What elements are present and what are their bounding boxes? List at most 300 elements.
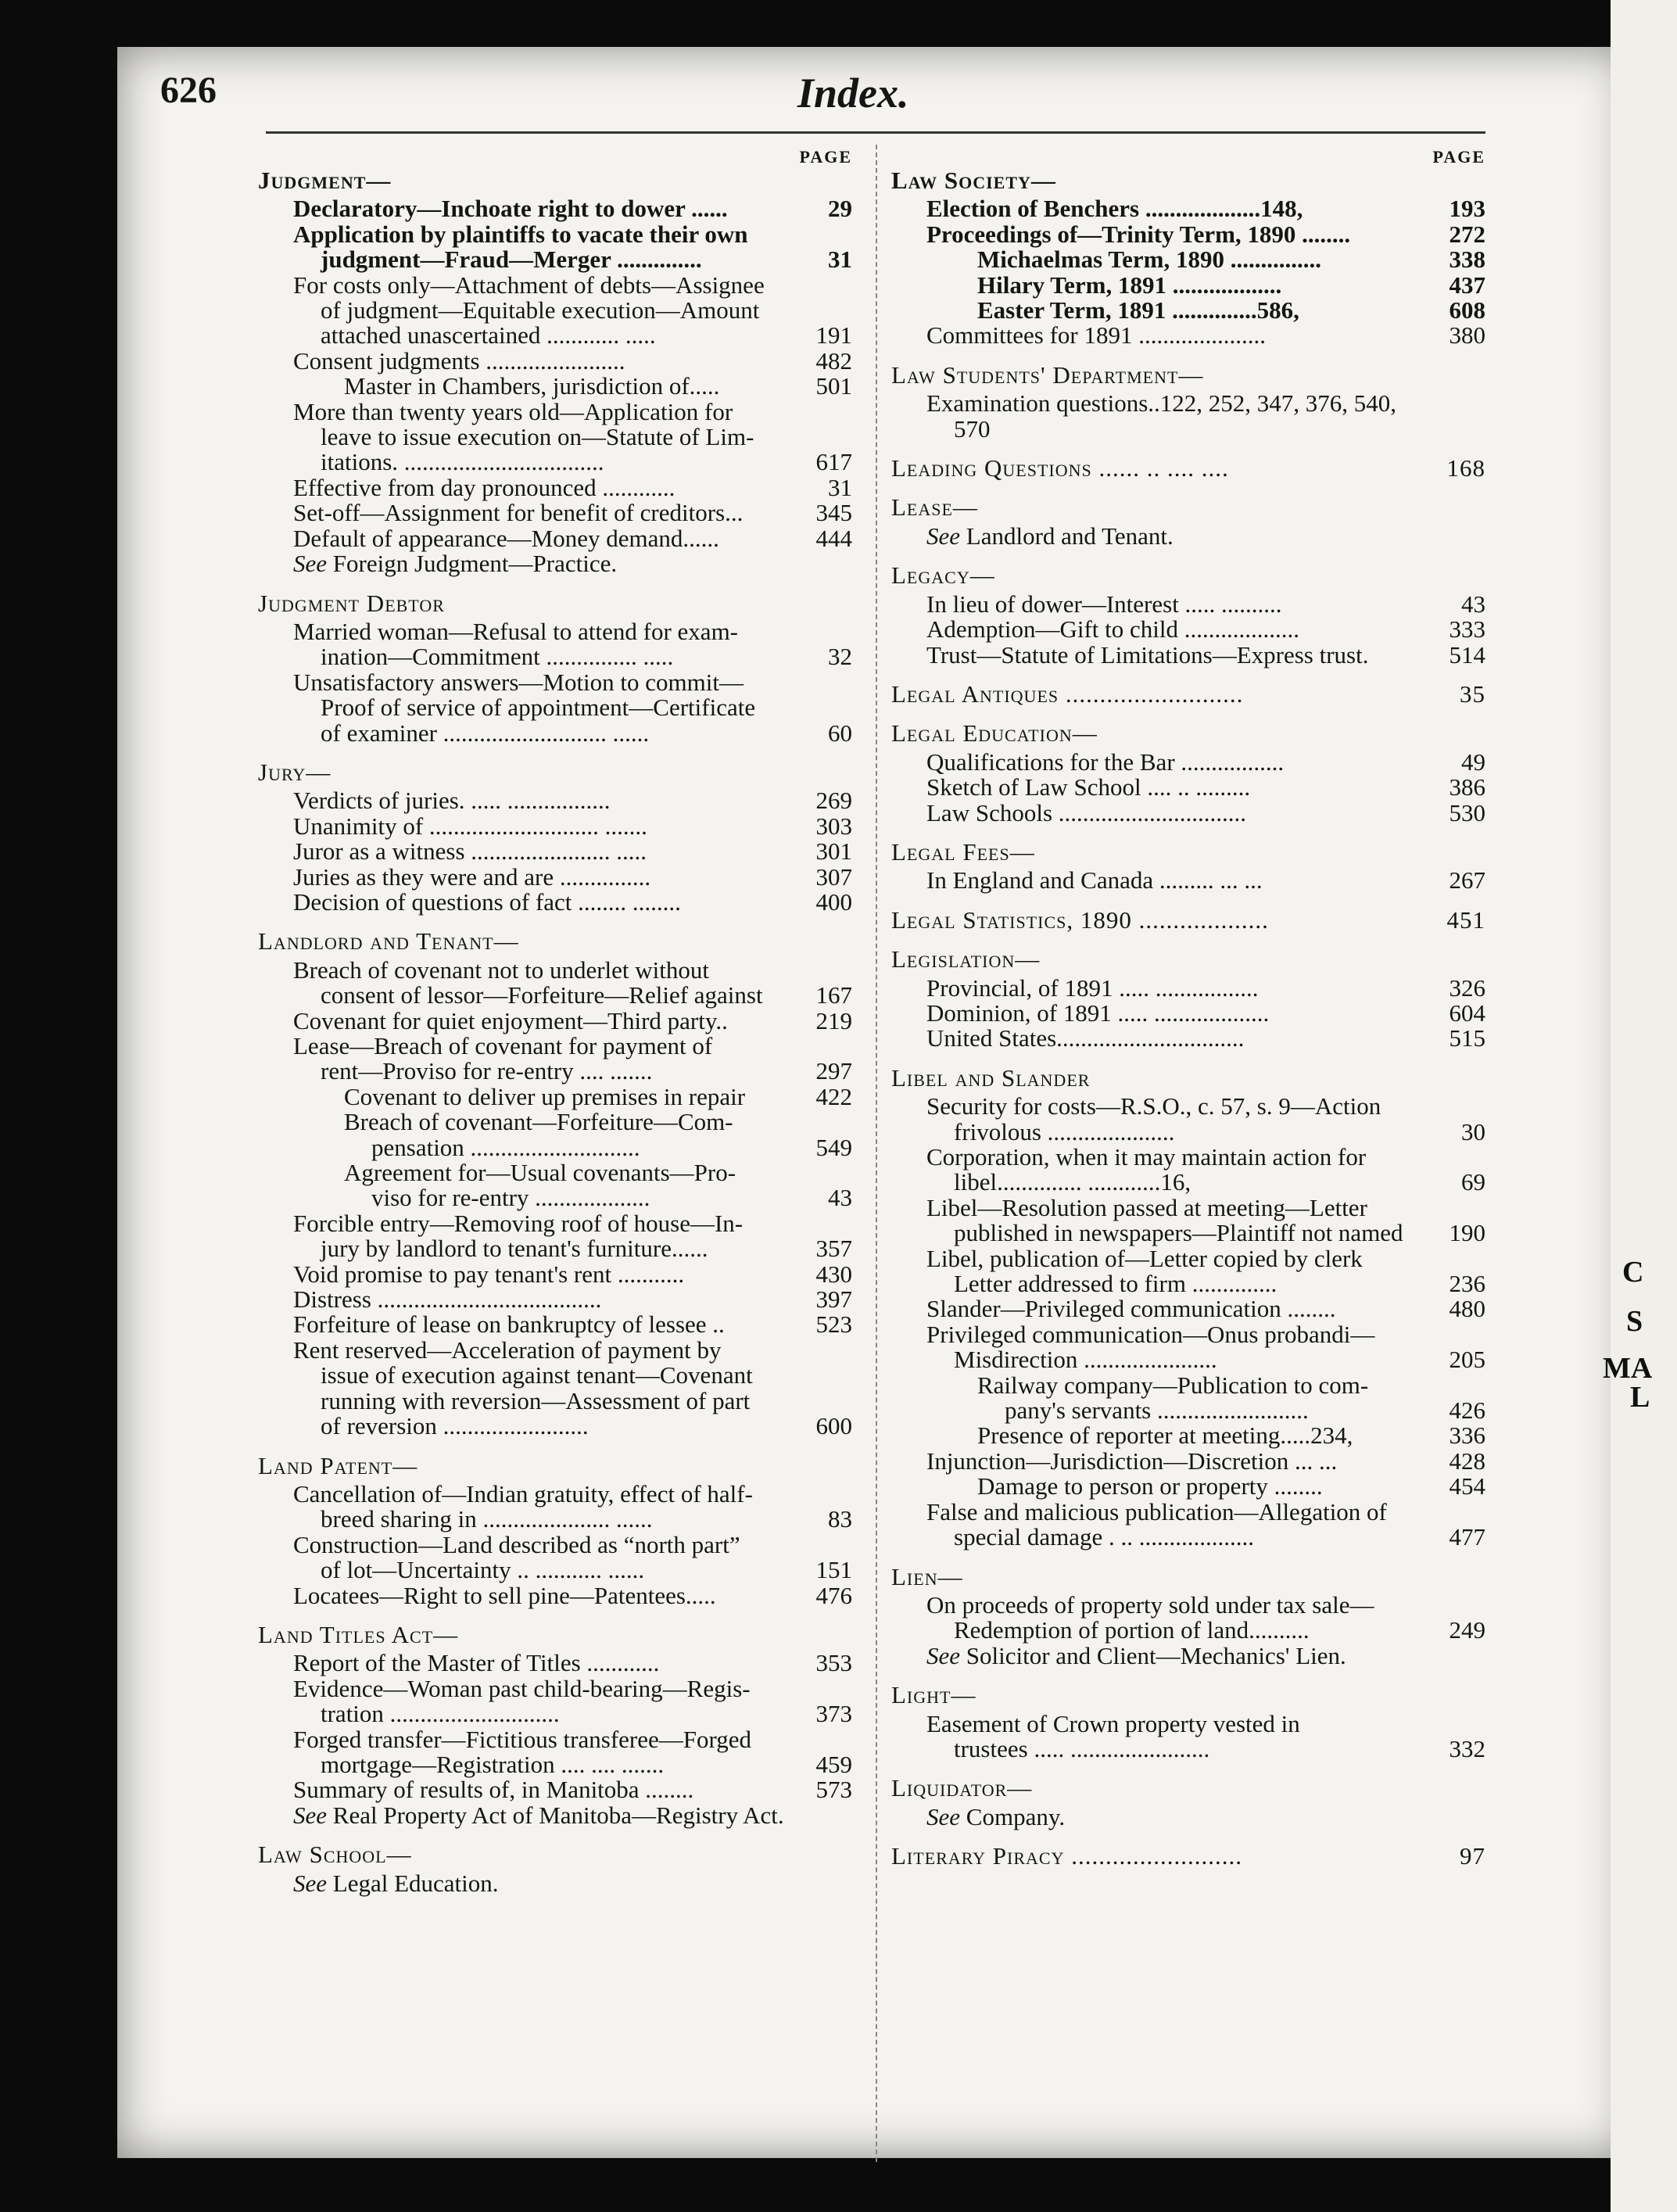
entry-text — [977, 298, 1431, 323]
index-entry — [891, 1590, 1485, 1644]
entry-line: Verdicts of juries. ..... ................. — [293, 787, 611, 815]
index-entry — [258, 475, 852, 500]
entry-line: Set-off—Assignment for benefit of creditors... — [293, 499, 744, 527]
index-entry — [891, 998, 1485, 1027]
index-entry — [258, 788, 852, 813]
page-ref: 332 — [1449, 1734, 1485, 1762]
index-entry — [258, 1110, 852, 1160]
entry-line: trustees ..... ....................... — [954, 1734, 1210, 1762]
see-reference — [891, 1802, 1485, 1830]
index-entry — [891, 1296, 1485, 1321]
entry-line: Easement of Crown property vested in — [926, 1709, 1300, 1737]
index-heading: Judgment Debtor — [258, 589, 445, 617]
entry-line: Breach of covenant—Forfeiture—Com- — [344, 1108, 733, 1136]
entry-text — [293, 814, 797, 839]
entry-line: ination—Commitment ............... ..... — [321, 643, 674, 671]
index-heading: Law Students' Department— — [891, 360, 1204, 389]
entry-line: Sketch of Law School .... .. ......... — [926, 773, 1251, 801]
entry-line: On proceeds of property sold under tax sale— — [926, 1590, 1374, 1619]
entry-text — [293, 887, 797, 916]
entry-line: Juries as they were and are ............... — [293, 862, 651, 891]
entry-line: Injunction—Jurisdiction—Discretion ... ... — [926, 1447, 1338, 1475]
index-heading — [891, 456, 1485, 481]
entry-line: Presence of reporter at meeting.....234, — [977, 1421, 1353, 1450]
entry-line: libel.............. ............16, — [954, 1168, 1191, 1196]
entry-line: More than twenty years old—Application for — [293, 397, 733, 425]
page-ref: 333 — [1449, 615, 1485, 644]
entry-line: Libel—Resolution passed at meeting—Letter — [926, 1193, 1367, 1221]
page-ref: 600 — [815, 1412, 852, 1440]
page-ref: 60 — [828, 719, 852, 747]
entry-text — [344, 1084, 797, 1110]
entry-line: of reversion ........................ — [321, 1412, 589, 1440]
entry-text — [926, 222, 1431, 247]
entry-line: special damage . .. ................... — [954, 1523, 1254, 1551]
index-entry — [891, 1474, 1485, 1499]
entry-text — [926, 973, 1431, 1002]
index-heading: Judgment— — [258, 167, 392, 194]
entry-line: Forged transfer—Fictitious transferee—Forged — [293, 1725, 752, 1753]
entry-line: Railway company—Publication to com- — [977, 1371, 1369, 1399]
entry-text — [293, 1530, 797, 1584]
entry-line: Privileged communication—Onus probandi— — [926, 1320, 1375, 1348]
entry-line: In lieu of dower—Interest ..... .......... — [926, 590, 1282, 618]
page-title: Index. — [797, 70, 909, 117]
entry-line: tration ............................ — [321, 1700, 560, 1728]
index-entry — [891, 196, 1485, 221]
index-entry — [891, 1193, 1485, 1247]
page-ref: 190 — [1449, 1219, 1485, 1247]
page-ref: 30 — [1461, 1117, 1485, 1145]
index-entry — [891, 798, 1485, 826]
entry-text — [293, 1034, 797, 1084]
index-heading: Law Society— — [891, 167, 1056, 194]
index-entry — [258, 1211, 852, 1262]
page-ref: 454 — [1449, 1472, 1485, 1500]
entry-text — [293, 526, 797, 551]
index-heading: Legal Fees— — [891, 837, 1035, 866]
left-column — [258, 145, 852, 1896]
entry-line: Trust—Statute of Limitations—Express trust. — [926, 640, 1369, 669]
entry-line: frivolous ..................... — [954, 1117, 1175, 1145]
entry-line: Void promise to pay tenant's rent ........... — [293, 1260, 685, 1288]
index-heading: Lease— — [891, 493, 978, 522]
entry-line: Michaelmas Term, 1890 ............... — [977, 246, 1321, 274]
entry-line: Letter addressed to firm .............. — [954, 1270, 1277, 1298]
index-heading-text: Legal Statistics, 1890 ................... — [891, 905, 1269, 934]
index-heading: Libel and Slander — [891, 1063, 1091, 1092]
page-ref: 426 — [1449, 1396, 1485, 1425]
entry-line: Easter Term, 1891 ..............586, — [977, 296, 1299, 324]
entry-line: published in newspapers—Plaintiff not named — [954, 1219, 1403, 1247]
entry-text — [926, 617, 1431, 642]
index-entry — [258, 862, 852, 891]
see-reference — [258, 1803, 852, 1828]
index-entry — [258, 1262, 852, 1287]
index-entry — [891, 391, 1485, 442]
index-entry — [891, 1497, 1485, 1551]
entry-line: Agreement for—Usual covenants—Pro- — [344, 1159, 736, 1187]
index-entry — [258, 1006, 852, 1034]
entry-line: Married woman—Refusal to attend for exam- — [293, 617, 739, 645]
entry-text — [293, 1312, 797, 1337]
page-ref: 380 — [1449, 321, 1485, 350]
margin-letter: L — [1630, 1381, 1650, 1414]
entry-text — [293, 196, 797, 221]
entry-text — [926, 1709, 1431, 1762]
entry-line: For costs only—Attachment of debts—Assignee — [293, 271, 765, 299]
entry-text — [926, 998, 1431, 1027]
entry-text — [977, 1423, 1431, 1448]
entry-line: In England and Canada ......... ... ... — [926, 866, 1263, 894]
entry-line: Decision of questions of fact ........ ........ — [293, 887, 681, 916]
entry-text — [293, 346, 797, 375]
entry-line: viso for re-entry ................... — [371, 1184, 650, 1212]
index-entry — [258, 1530, 852, 1584]
entry-line: of examiner ........................... ...... — [321, 719, 650, 747]
page-ref: 501 — [815, 372, 852, 400]
index-entry — [891, 1145, 1485, 1196]
see-word: See — [926, 1641, 961, 1669]
index-entry — [891, 775, 1485, 800]
index-entry — [891, 1094, 1485, 1145]
page-ref: 514 — [1449, 640, 1485, 669]
page-ref: 219 — [815, 1006, 852, 1034]
page-column-label: PAGE — [1432, 147, 1485, 167]
index-entry — [891, 640, 1485, 669]
entry-line: Rent reserved—Acceleration of payment by — [293, 1335, 722, 1364]
page-ref: 97 — [1460, 1842, 1485, 1870]
index-entry — [258, 1479, 852, 1533]
entry-line: Effective from day pronounced ............ — [293, 473, 675, 501]
page-ref: 236 — [1449, 1270, 1485, 1298]
page-ref: 297 — [815, 1057, 852, 1085]
entry-line: Breach of covenant not to underlet without — [293, 955, 710, 984]
entry-line: Application by plaintiffs to vacate their own — [293, 220, 748, 248]
entry-text — [926, 1145, 1431, 1196]
entry-line: Master in Chambers, jurisdiction of..... — [344, 372, 720, 400]
entry-line: itations. ................................. — [321, 448, 604, 476]
index-entry — [891, 222, 1485, 247]
see-word: See — [293, 1801, 328, 1829]
entry-line: running with reversion—Assessment of part — [321, 1386, 751, 1414]
page-ref: 549 — [815, 1133, 852, 1161]
page-ref: 151 — [815, 1556, 852, 1584]
page-ref: 301 — [815, 837, 852, 866]
entry-text — [344, 374, 797, 399]
page-ref: 345 — [815, 499, 852, 527]
entry-text — [926, 775, 1431, 800]
index-heading: Lien— — [891, 1562, 963, 1590]
entry-line: mortgage—Registration .... .... ....... — [321, 1750, 665, 1778]
index-heading: Law School— — [258, 1841, 412, 1869]
entry-line: 570 — [954, 414, 991, 443]
entry-text — [926, 592, 1431, 617]
entry-text — [926, 640, 1431, 669]
entry-line: Lease—Breach of covenant for payment of — [293, 1032, 713, 1059]
page-ref: 43 — [828, 1184, 852, 1212]
see-word: See — [926, 1802, 961, 1830]
entry-line: Report of the Master of Titles ............ — [293, 1649, 660, 1677]
entry-text — [293, 500, 797, 525]
index-entry — [891, 1449, 1485, 1474]
entry-line: Misdirection ...................... — [954, 1346, 1217, 1374]
entry-line: Default of appearance—Money demand...... — [293, 524, 719, 552]
entry-line: of lot—Uncertainty .. ........... ...... — [321, 1556, 645, 1584]
page-ref: 49 — [1461, 747, 1485, 776]
entry-line: Consent judgments ....................... — [293, 346, 625, 375]
entry-text — [926, 868, 1431, 893]
index-entry — [891, 617, 1485, 642]
index-entry — [258, 346, 852, 375]
entry-line: Declaratory—Inchoate right to dower ...... — [293, 195, 728, 223]
page-ref: 35 — [1460, 679, 1485, 708]
entry-line: Election of Benchers ...................148, — [926, 195, 1303, 223]
entry-text — [977, 1474, 1431, 1499]
entry-line: issue of execution against tenant—Covenant — [321, 1361, 753, 1389]
index-entry — [891, 1423, 1485, 1448]
page-ref: 608 — [1449, 296, 1485, 324]
adjacent-page-edge — [1611, 0, 1677, 2212]
page-ref: 604 — [1449, 998, 1485, 1027]
see-reference — [891, 1641, 1485, 1669]
index-entry — [891, 1709, 1485, 1762]
entry-text — [293, 1211, 797, 1262]
index-heading-text: Leading Questions ...... .. .... .... — [891, 454, 1229, 482]
entry-line: Dominion, of 1891 ..... ................... — [926, 998, 1270, 1027]
index-entry — [258, 839, 852, 864]
margin-letter: C — [1622, 1256, 1644, 1289]
entry-line: pensation ............................ — [371, 1133, 640, 1161]
index-heading-text: Legal Antiques .......................... — [891, 679, 1244, 708]
page-ref: 29 — [828, 195, 852, 223]
page-ref: 530 — [1449, 798, 1485, 826]
entry-line: breed sharing in ..................... ...... — [321, 1505, 653, 1533]
index-heading: Light— — [891, 1681, 976, 1709]
entry-text — [293, 788, 797, 813]
page-ref: 459 — [815, 1750, 852, 1778]
page-ref: 205 — [1449, 1346, 1485, 1374]
index-entry — [891, 273, 1485, 298]
page-column-label: PAGE — [799, 147, 852, 167]
entry-line: Construction—Land described as “north part” — [293, 1530, 740, 1558]
entry-text — [293, 273, 797, 349]
entry-line: Evidence—Woman past child-bearing—Regis- — [293, 1674, 751, 1702]
page-ref: 249 — [1449, 1616, 1485, 1644]
index-entry — [258, 619, 852, 670]
entry-line: leave to issue execution on—Statute of Lim- — [321, 423, 754, 451]
entry-text — [977, 1373, 1431, 1424]
entry-line: Cancellation of—Indian gratuity, effect of half- — [293, 1479, 753, 1508]
page-ref: 167 — [815, 981, 852, 1009]
index-entry — [258, 526, 852, 551]
index-heading: Liquidator— — [891, 1774, 1033, 1802]
entry-text — [293, 1651, 797, 1676]
see-word: See — [293, 550, 328, 578]
see-target: Solicitor and Client—Mechanics' Lien. — [966, 1641, 1346, 1669]
index-heading: Jury— — [258, 758, 331, 786]
entry-line: Unanimity of ............................ ....... — [293, 812, 647, 840]
page-ref: 523 — [815, 1310, 852, 1339]
entry-text — [293, 1262, 797, 1287]
entry-line: United States............................... — [926, 1024, 1245, 1052]
right-column — [891, 145, 1485, 1873]
page-ref: 428 — [1449, 1447, 1485, 1475]
index-entry — [258, 1312, 852, 1337]
index-entry — [258, 196, 852, 221]
page-number: 626 — [160, 70, 217, 111]
index-entry — [258, 1777, 852, 1802]
page-ref: 31 — [828, 473, 852, 501]
entry-line: Security for costs—R.S.O., c. 57, s. 9—Action — [926, 1092, 1381, 1120]
index-heading: Legal Education— — [891, 719, 1098, 747]
entry-text — [926, 1026, 1431, 1051]
entry-text — [293, 397, 797, 476]
index-entry — [258, 1583, 852, 1608]
entry-line: Law Schools ............................... — [926, 798, 1247, 826]
page-ref: 32 — [828, 643, 852, 671]
entry-text — [926, 1322, 1431, 1373]
page-ref: 69 — [1461, 1168, 1485, 1196]
see-target: Landlord and Tenant. — [966, 522, 1174, 550]
page-ref: 451 — [1446, 905, 1485, 934]
page-ref: 193 — [1449, 195, 1485, 223]
entry-line: judgment—Fraud—Merger .............. — [321, 246, 702, 274]
page-ref: 303 — [815, 812, 852, 840]
index-entry — [258, 1287, 852, 1312]
index-entry — [258, 397, 852, 476]
page-ref: 397 — [815, 1285, 852, 1314]
see-word: See — [926, 522, 961, 550]
entry-text — [293, 1727, 797, 1778]
index-entry — [258, 670, 852, 746]
see-target: Company. — [966, 1802, 1066, 1830]
index-entry — [891, 1246, 1485, 1297]
entry-text — [926, 1449, 1431, 1474]
entry-text — [926, 1193, 1431, 1247]
page-ref: 480 — [1449, 1295, 1485, 1323]
entry-line: Examination questions..122, 252, 347, 376, 540, — [926, 389, 1397, 418]
index-heading-text: Literary Piracy ......................... — [891, 1842, 1242, 1870]
entry-line: Committees for 1891 ..................... — [926, 321, 1266, 350]
entry-text — [926, 1094, 1431, 1145]
entry-text — [344, 1160, 797, 1211]
entry-text — [293, 475, 797, 500]
entry-line: Locatees—Right to sell pine—Patentees..... — [293, 1581, 716, 1609]
page-ref: 373 — [815, 1700, 852, 1728]
page-ref: 191 — [815, 321, 852, 350]
entry-line: Proceedings of—Trinity Term, 1890 ........ — [926, 220, 1351, 248]
index-entry — [258, 887, 852, 916]
entry-text — [293, 839, 797, 864]
index-heading: Land Patent— — [258, 1451, 418, 1479]
see-reference — [891, 524, 1485, 549]
entry-text — [926, 196, 1431, 221]
page-ref: 307 — [815, 862, 852, 891]
page-ref: 272 — [1449, 220, 1485, 248]
entry-text — [293, 1287, 797, 1312]
entry-line: Damage to person or property ........ — [977, 1472, 1323, 1500]
entry-line: Summary of results of, in Manitoba ........ — [293, 1776, 694, 1804]
index-entry — [258, 374, 852, 399]
page-ref: 422 — [815, 1082, 852, 1110]
index-entry — [891, 323, 1485, 348]
entry-text — [293, 1335, 797, 1440]
index-entry — [258, 1651, 852, 1676]
entry-text — [926, 1246, 1431, 1297]
index-entry — [258, 1160, 852, 1211]
entry-text — [926, 323, 1431, 348]
entry-text — [977, 273, 1431, 298]
index-entry — [258, 1676, 852, 1727]
entry-line: Covenant for quiet enjoyment—Third party.. — [293, 1006, 728, 1034]
index-entry — [891, 298, 1485, 323]
page-ref: 515 — [1449, 1024, 1485, 1052]
index-heading — [891, 679, 1485, 708]
entry-line: pany's servants ......................... — [1005, 1396, 1309, 1425]
page-ref: 43 — [1461, 590, 1485, 618]
entry-line: Covenant to deliver up premises in repair — [344, 1082, 746, 1110]
entry-line: rent—Proviso for re-entry .... ....... — [321, 1057, 653, 1085]
page-ref: 267 — [1449, 866, 1485, 894]
index-entry — [258, 814, 852, 839]
index-entry — [891, 592, 1485, 617]
index-entry — [891, 868, 1485, 893]
entry-line: Forcible entry—Removing roof of house—In- — [293, 1209, 744, 1237]
page-ref: 336 — [1449, 1421, 1485, 1450]
page-ref: 476 — [815, 1581, 852, 1609]
entry-text — [293, 1777, 797, 1802]
page-ref: 357 — [815, 1235, 852, 1263]
page-ref: 31 — [828, 246, 852, 274]
entry-text — [926, 798, 1431, 826]
entry-line: Libel, publication of—Letter copied by clerk — [926, 1244, 1363, 1272]
entry-text — [293, 1006, 797, 1034]
entry-line: Slander—Privileged communication ........ — [926, 1295, 1336, 1323]
index-entry — [258, 1084, 852, 1110]
index-entry — [891, 247, 1485, 272]
page-ref: 83 — [828, 1505, 852, 1533]
index-entry — [258, 273, 852, 349]
index-entry — [891, 1026, 1485, 1051]
index-entry — [891, 973, 1485, 1002]
index-heading: Land Titles Act— — [258, 1620, 459, 1648]
entry-line: jury by landlord to tenant's furniture...... — [321, 1235, 708, 1263]
margin-letter: S — [1626, 1305, 1643, 1338]
page-ref: 168 — [1446, 454, 1485, 482]
entry-line: Corporation, when it may maintain action for — [926, 1143, 1367, 1171]
page-ref: 269 — [815, 787, 852, 815]
see-reference — [258, 551, 852, 576]
entry-line: Distress ..................................... — [293, 1285, 602, 1314]
index-heading: Legacy— — [891, 561, 995, 590]
index-heading: Legislation— — [891, 945, 1041, 973]
page-ref: 573 — [815, 1776, 852, 1804]
page-ref: 386 — [1449, 773, 1485, 801]
index-entry — [258, 1034, 852, 1084]
entry-text — [926, 1497, 1431, 1551]
index-entry — [258, 1335, 852, 1440]
entry-line: consent of lessor—Forfeiture—Relief against — [321, 981, 763, 1009]
entry-line: Hilary Term, 1891 .................. — [977, 271, 1282, 299]
column-divider — [876, 145, 878, 2162]
page-ref: 444 — [815, 524, 852, 552]
see-target: Real Property Act of Manitoba—Registry Act. — [332, 1801, 784, 1829]
page-ref: 338 — [1449, 246, 1485, 274]
page-ref: 326 — [1449, 973, 1485, 1002]
index-entry — [891, 747, 1485, 776]
entry-line: Forfeiture of lease on bankruptcy of lessee .. — [293, 1310, 725, 1339]
